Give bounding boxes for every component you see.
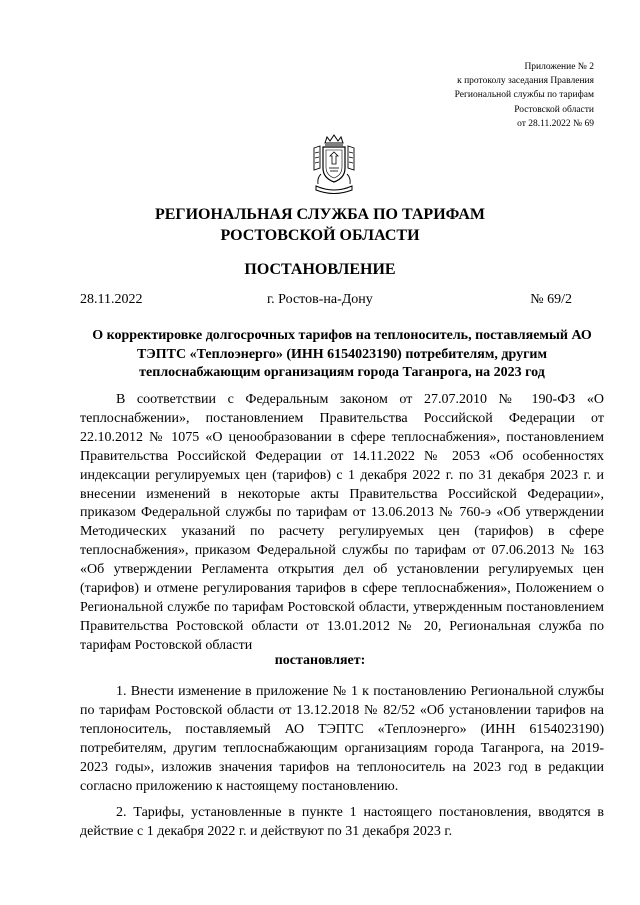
preamble-paragraph: В соответствии с Федеральным законом от 27.07.2010 № 190-ФЗ «О теплоснабжении», постановлением Правительства Российской Федерации от 22.10.2012 № 1075 «О ценообразовании в сфере теплоснабжения», постановлением Правительства Российской Федерации от 14.11.2022 № 2053 «Об особенностях индексации регулируемых цен (тарифов) с 1 декабря 2022 г. по 31 декабря 2023 г. и внесении изменений в некоторые акты Правительства Российской Федерации», приказом Федеральной службы по тарифам от 13.06.2013 № 760-э «Об утверждении Методических указаний по расчету регулируемых цен (тарифов) в сфере теплоснабжения», приказом Федеральной службы по тарифам от 07.06.2013 № 163 «Об утверждении Регламента открытия дел об установлении регулируемых цен (тарифов) и отмене регулирования тарифов в сфере теплоснабжения», Положением о Региональной службе по тарифам Ростовской области, утвержденным постановлением Правительства Ростовской области от 13.01.2012 № 20, Региональная служба по тарифам Ростовской области [80, 392, 604, 653]
document-date: 28.11.2022 [80, 292, 143, 307]
appendix-line: от 28.11.2022 № 69 [517, 118, 594, 129]
document-place: г. Ростов-на-Дону [267, 292, 373, 307]
organization-title-line: РОСТОВСКОЙ ОБЛАСТИ [220, 227, 420, 244]
document-type: ПОСТАНОВЛЕНИЕ [244, 261, 396, 278]
coat-of-arms-icon [308, 134, 360, 196]
appendix-reference [455, 60, 594, 131]
appendix-line: к протоколу заседания Правления [457, 76, 594, 87]
resolution-heading: постановляет: [274, 653, 366, 668]
appendix-line: Ростовской области [514, 104, 594, 115]
resolution-item: 1. Внести изменение в приложение № 1 к постановлению Региональной службы по тарифам Ростовской области от 13.12.2018 № 82/52 «Об установлении тарифов на теплоноситель, поставляемый АО ТЭПТС «Теплоэнерго» (ИНН 6154023190) потребителям, другим теплоснабжающим организациям города Таганрога, на 2019-2023 годы», изложив значения тарифов на теплоноситель на 2023 год в редакции согласно приложению к настоящему постановлению. [80, 684, 604, 794]
appendix-line: Региональной службы по тарифам [454, 90, 594, 101]
organization-title [0, 204, 640, 246]
resolution-item: 2. Тарифы, установленные в пункте 1 настоящего постановления, вводятся в действие с 1 декабря 2022 г. и действуют по 31 декабря 2023 г. [80, 805, 604, 839]
organization-title-line: РЕГИОНАЛЬНАЯ СЛУЖБА ПО ТАРИФАМ [154, 206, 486, 223]
document-subject: О корректировке долгосрочных тарифов на теплоноситель, поставляемый АО ТЭПТС «Теплоэнерго» (ИНН 6154023190) потребителям, другим теплоснабжающим организациям города Таганрога, на 2023 год [92, 328, 592, 380]
appendix-line: Приложение № 2 [524, 62, 594, 72]
document-number: № 69/2 [530, 292, 572, 307]
